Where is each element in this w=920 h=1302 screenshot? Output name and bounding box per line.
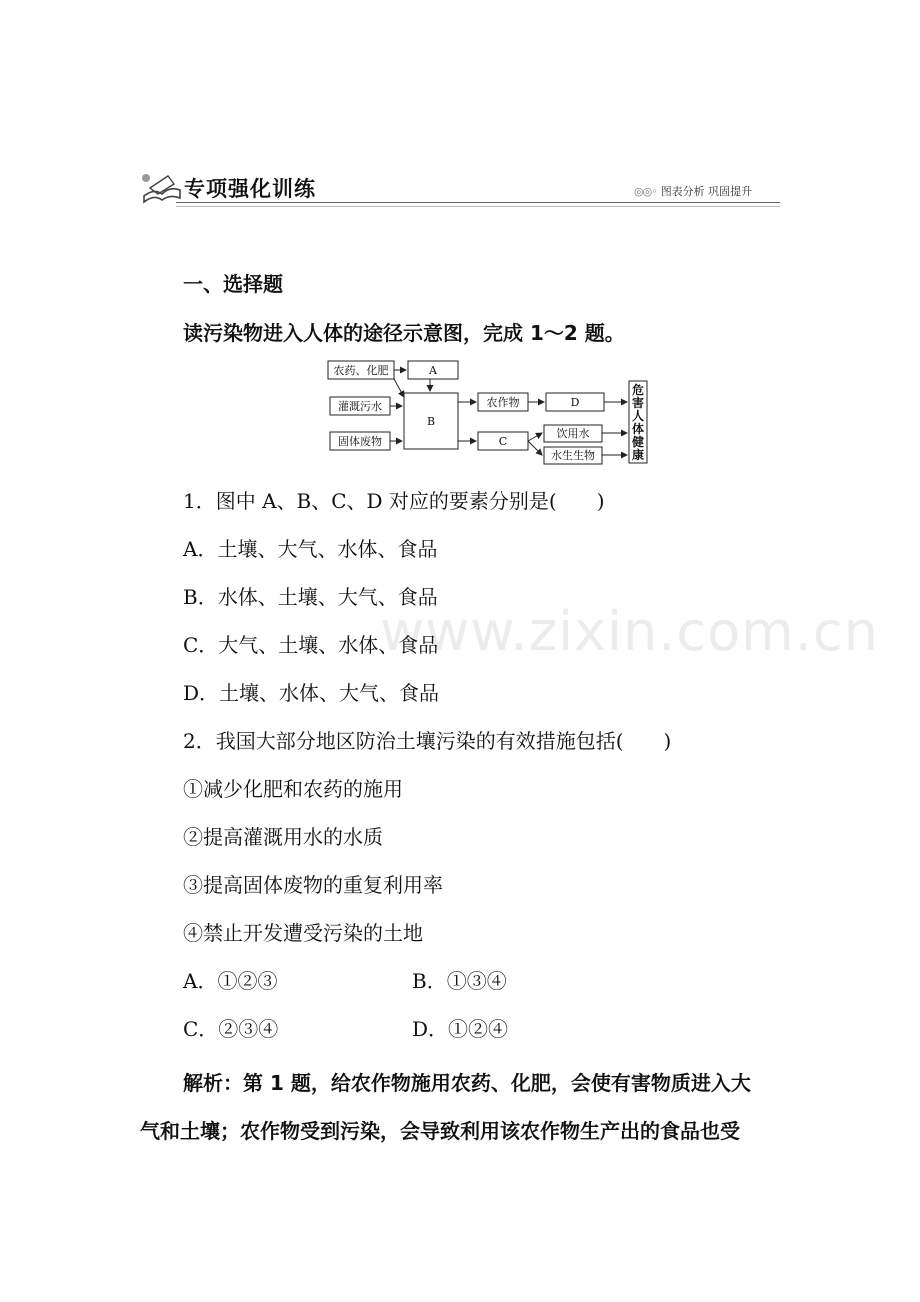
question-2-option-d: D．①②④ <box>412 1017 509 1041</box>
question-1-option-a: A．土壤、大气、水体、食品 <box>183 537 438 561</box>
header-subtitle: ◎◎◦ 图表分析 巩固提升 <box>634 185 753 198</box>
question-2-item-3: ③提高固体废物的重复利用率 <box>183 873 443 897</box>
question-1-option-b: B．水体、土壤、大气、食品 <box>183 585 438 609</box>
label-b: B <box>426 415 436 428</box>
label-irrigation: 灌溉污水 <box>338 400 382 413</box>
watermark: www.zixin.com.cn <box>380 600 879 663</box>
label-c: C <box>498 435 508 448</box>
label-harm-3: 人 <box>631 409 645 423</box>
header-divider-thin <box>176 206 780 207</box>
label-harm-6: 康 <box>631 448 645 462</box>
question-1-option-c: C．大气、土壤、水体、食品 <box>183 633 439 657</box>
question-1-stem: 1．图中 A、B、C、D 对应的要素分别是( ) <box>183 489 605 513</box>
dots-icon: ◎◎◦ <box>634 185 657 198</box>
label-a: A <box>429 364 437 377</box>
label-aquatic: 水生生物 <box>551 449 595 462</box>
label-harm-4: 体 <box>631 422 645 436</box>
label-drinking: 饮用水 <box>556 427 590 440</box>
question-2-option-a: A．①②③ <box>183 969 278 993</box>
analysis-line-2: 气和土壤；农作物受到污染，会导致利用该农作物生产出的食品也受 <box>140 1119 740 1143</box>
label-d: D <box>570 396 580 409</box>
question-2-option-c: C．②③④ <box>183 1017 279 1041</box>
question-2-stem: 2．我国大部分地区防治土壤污染的有效措施包括( ) <box>183 729 672 753</box>
label-harm-2: 害 <box>631 396 645 410</box>
label-harm-5: 健 <box>631 435 645 449</box>
question-2-item-2: ②提高灌溉用水的水质 <box>183 825 383 849</box>
analysis-line-1: 解析：第 1 题，给农作物施用农药、化肥，会使有害物质进入大 <box>183 1071 751 1095</box>
section-title: 一、选择题 <box>183 272 283 296</box>
question-1-option-d: D．土壤、水体、大气、食品 <box>183 681 440 705</box>
question-2-option-b: B．①③④ <box>412 969 507 993</box>
book-logo-icon <box>140 170 182 204</box>
question-2-item-4: ④禁止开发遭受污染的土地 <box>183 921 423 945</box>
question-2-item-1: ①减少化肥和农药的施用 <box>183 777 403 801</box>
pollution-pathway-diagram <box>320 355 660 470</box>
header-title: 专项强化训练 <box>184 177 316 201</box>
label-crops: 农作物 <box>486 396 520 409</box>
header-divider <box>176 202 780 203</box>
label-solid: 固体废物 <box>338 435 382 448</box>
intro-text: 读污染物进入人体的途径示意图，完成 1～2 题。 <box>183 321 625 345</box>
label-harm-1: 危 <box>631 383 645 397</box>
label-pesticide: 农药、化肥 <box>333 364 389 377</box>
